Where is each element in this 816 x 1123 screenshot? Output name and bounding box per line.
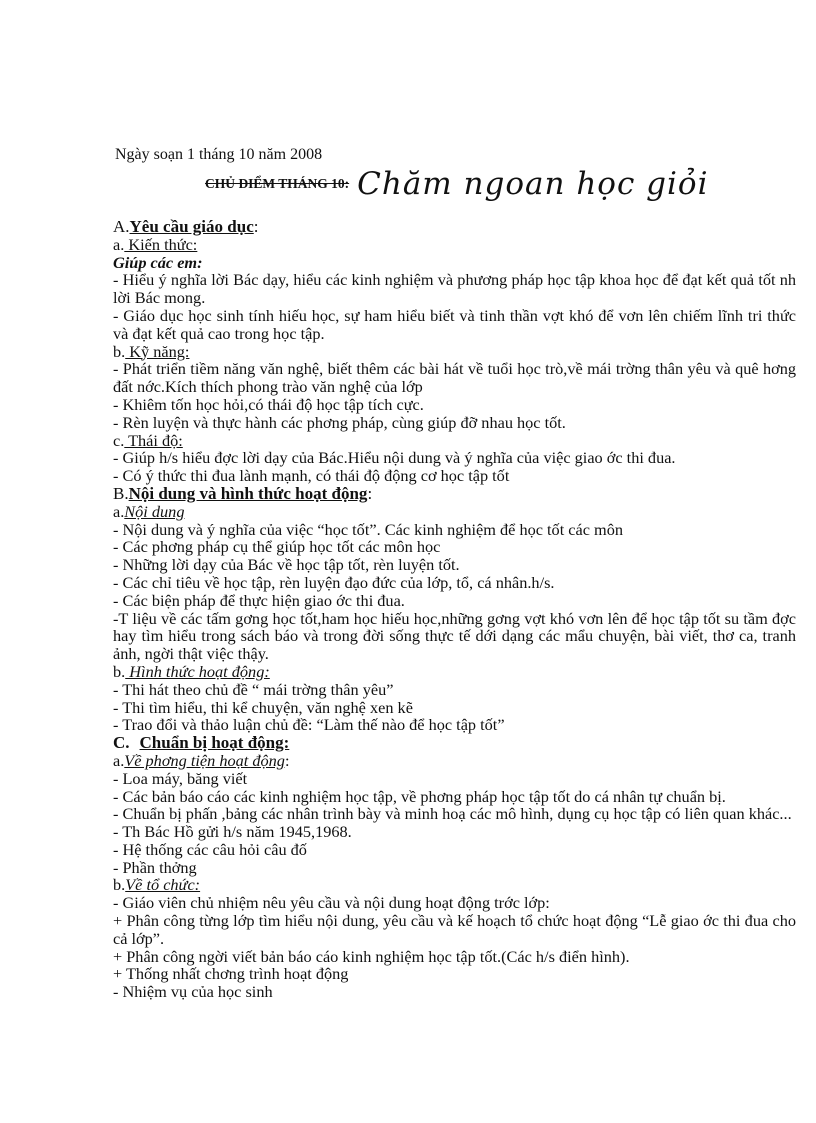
- list-item: - Nhiệm vụ của học sinh: [113, 982, 273, 1002]
- list-item: - Hiểu ý nghĩa lời Bác dạy, hiểu các kinh nghiệm và phương pháp học tập khoa học để đạt kết quả tốt nh lời Bác mong.: [113, 270, 796, 308]
- intro-text: Giúp các em:: [113, 252, 203, 272]
- document-body: [113, 218, 796, 1001]
- subsection-attitude-heading: c. Thái độ:: [113, 430, 183, 450]
- subsection-means-heading: a.Về phơng tiện hoạt động:: [113, 750, 290, 770]
- section-b-heading: B.Nội dung và hình thức hoạt động:: [113, 483, 373, 503]
- section-a-letter: A.: [113, 217, 130, 236]
- list-item: + Phân công ngời viết bản báo cáo kinh nghiệm học tập tốt.(Các h/s điển hình).: [113, 946, 630, 966]
- subsection-content-heading: a.Nội dung: [113, 501, 185, 521]
- list-item: - Có ý thức thi đua lành mạnh, có thái độ động cơ học tập tốt: [113, 466, 510, 486]
- list-item: - Khiêm tốn học hỏi,có thái độ học tập tích cực.: [113, 394, 424, 414]
- subsection-organization-heading: b.Về tổ chức:: [113, 875, 201, 895]
- section-c-heading: [113, 734, 796, 752]
- section-c-title: Chuẩn bị hoạt động:: [139, 733, 290, 753]
- section-a-heading: A.Yêu cầu giáo dục:: [113, 217, 259, 236]
- section-b-letter: B.: [113, 483, 129, 503]
- section-c-letter: C.: [113, 733, 130, 753]
- preparation-date: Ngày soạn 1 tháng 10 năm 2008: [115, 146, 323, 163]
- list-item: - Thi tìm hiểu, thi kể chuyện, văn nghệ xen kẽ: [113, 697, 413, 717]
- list-item: - Giúp h/s hiểu đợc lời dạy của Bác.Hiểu nội dung và ý nghĩa của việc giao ớc thi đua.: [113, 448, 676, 468]
- list-item: + Phân công từng lớp tìm hiểu nội dung, yêu cầu và kế hoạch tổ chức hoạt động “Lễ giao ớc thi đua cho cả lớp”.: [113, 911, 796, 948]
- subsection-skills-heading: b. Kỹ năng:: [113, 341, 190, 361]
- list-item: -T liệu về các tấm gơng học tốt,ham học hiếu học,những gơng vợt khó vơn lên để học tập tốt su tầm đợc hay tìm hiểu trong sách báo và trong đời sống thực tế dới dạng các mẩu chuyện, bài viết, thơ ca, tranh ảnh, ngời thật việc thậy.: [113, 608, 796, 664]
- list-item: - Giáo dục học sinh tính hiếu học, sự ham hiểu biết và tinh thần vợt khó để vơn lên chiếm lĩnh tri thức và đạt kết quả cao trong học tập.: [113, 305, 796, 343]
- title-prefix: CHỦ ĐIỂM THÁNG 10:: [205, 176, 350, 191]
- list-item: - Các biện pháp để thực hiện giao ớc thi đua.: [113, 590, 405, 610]
- list-item: - Các bản báo cáo các kinh nghiệm học tập, về phơng pháp học tập tốt do cá nhân tự chuẩn bị.: [113, 786, 726, 806]
- list-item: - Những lời dạy của Bác về học tập tốt, rèn luyện tốt.: [113, 555, 460, 575]
- title-main: Chăm ngoan học giỏi: [357, 166, 709, 202]
- list-item: - Th Bác Hồ gửi h/s năm 1945,1968.: [113, 822, 352, 842]
- list-item: - Thi hát theo chủ đề “ mái trờng thân yêu”: [113, 679, 394, 699]
- section-b-title: Nội dung và hình thức hoạt động: [128, 483, 368, 503]
- list-item: - Hệ thống các câu hỏi câu đố: [113, 839, 307, 859]
- list-item: - Chuẩn bị phấn ,bảng các nhân trình bày và minh hoạ các mô hình, dụng cụ học tập có liên quan khác...: [113, 804, 792, 824]
- list-item: - Phần thởng: [113, 857, 197, 877]
- page-title: [205, 166, 709, 202]
- subsection-form-heading: b. Hình thức hoạt động:: [113, 661, 270, 681]
- list-item: + Thống nhất chơng trình hoạt động: [113, 964, 349, 984]
- list-item: - Phát triển tiềm năng văn nghệ, biết thêm các bài hát về tuổi học trò,về mái trờng thân yêu và quê hơng đất nớc.Kích thích phong trào văn nghệ của lớp: [113, 359, 796, 397]
- list-item: - Rèn luyện và thực hành các phơng pháp, cùng giúp đỡ nhau học tốt.: [113, 412, 566, 432]
- list-item: - Các chỉ tiêu về học tập, rèn luyện đạo đức của lớp, tổ, cá nhân.h/s.: [113, 572, 555, 592]
- list-item: - Nội dung và ý nghĩa của việc “học tốt”. Các kinh nghiệm để học tốt các môn: [113, 519, 623, 539]
- list-item: - Các phơng pháp cụ thể giúp học tốt các môn học: [113, 537, 441, 557]
- list-item: - Trao đổi và thảo luận chủ đề: “Làm thế nào để học tập tốt”: [113, 715, 505, 735]
- section-a-title: Yêu cầu giáo dục: [129, 217, 254, 236]
- list-item: - Giáo viên chủ nhiệm nêu yêu cầu và nội dung hoạt động trớc lớp:: [113, 893, 550, 913]
- subsection-knowledge-heading: a. Kiến thức:: [113, 234, 198, 254]
- list-item: - Loa máy, băng viết: [113, 768, 248, 788]
